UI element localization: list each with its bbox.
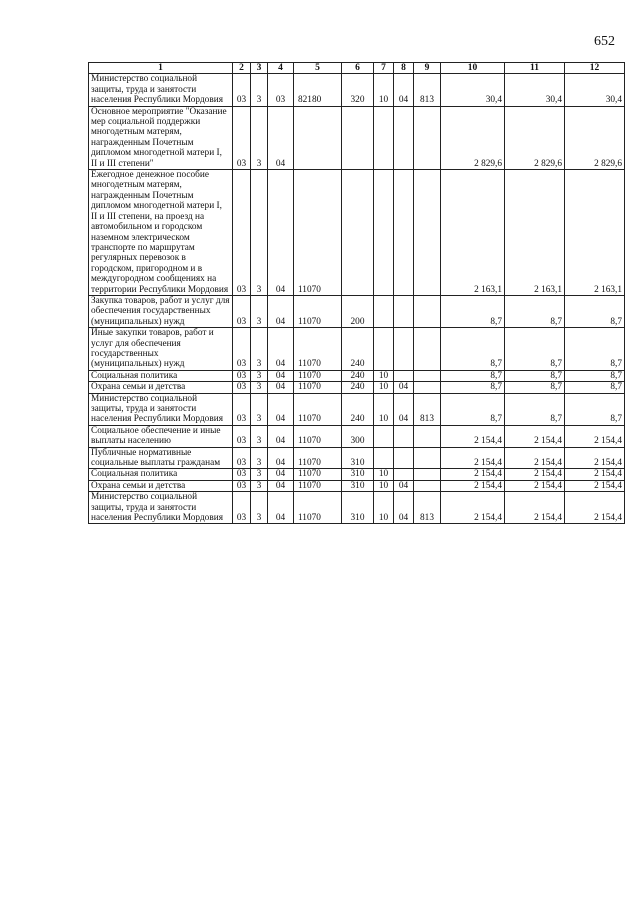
amount-cell: 8,7 bbox=[565, 295, 625, 327]
code-cell: 04 bbox=[394, 74, 414, 106]
code-cell: 04 bbox=[268, 170, 294, 296]
amount-cell: 2 163,1 bbox=[565, 170, 625, 296]
code-cell: 82180 bbox=[294, 74, 342, 106]
code-cell bbox=[414, 295, 441, 327]
header-row bbox=[89, 63, 625, 74]
code-cell: 813 bbox=[414, 492, 441, 524]
code-cell bbox=[374, 447, 394, 469]
column-header: 3 bbox=[251, 63, 268, 74]
code-cell bbox=[414, 480, 441, 491]
amount-cell: 8,7 bbox=[505, 382, 565, 393]
amount-cell: 2 154,4 bbox=[565, 480, 625, 491]
code-cell bbox=[414, 370, 441, 381]
table-row bbox=[89, 382, 625, 393]
table-row bbox=[89, 425, 625, 447]
code-cell bbox=[414, 447, 441, 469]
code-cell bbox=[374, 295, 394, 327]
code-cell: 04 bbox=[268, 382, 294, 393]
row-name: Закупка товаров, работ и услуг для обеспечения государственных (муниципальных) нужд bbox=[89, 295, 233, 327]
code-cell bbox=[294, 106, 342, 169]
code-cell: 03 bbox=[233, 106, 251, 169]
amount-cell: 30,4 bbox=[505, 74, 565, 106]
code-cell bbox=[342, 106, 374, 169]
table-row bbox=[89, 328, 625, 371]
column-header: 4 bbox=[268, 63, 294, 74]
column-header: 5 bbox=[294, 63, 342, 74]
page-number: 652 bbox=[594, 34, 615, 49]
table-row bbox=[89, 393, 625, 425]
code-cell bbox=[414, 106, 441, 169]
code-cell: 3 bbox=[251, 328, 268, 371]
code-cell: 03 bbox=[233, 469, 251, 480]
code-cell: 03 bbox=[233, 393, 251, 425]
code-cell bbox=[374, 425, 394, 447]
code-cell: 04 bbox=[268, 492, 294, 524]
code-cell: 10 bbox=[374, 469, 394, 480]
code-cell bbox=[394, 295, 414, 327]
code-cell: 813 bbox=[414, 393, 441, 425]
code-cell: 10 bbox=[374, 74, 394, 106]
code-cell: 03 bbox=[233, 328, 251, 371]
amount-cell: 8,7 bbox=[441, 370, 505, 381]
amount-cell: 2 154,4 bbox=[441, 492, 505, 524]
code-cell: 10 bbox=[374, 393, 394, 425]
amount-cell: 8,7 bbox=[505, 295, 565, 327]
code-cell: 03 bbox=[233, 492, 251, 524]
row-name: Охрана семьи и детства bbox=[89, 480, 233, 491]
code-cell: 10 bbox=[374, 480, 394, 491]
code-cell: 200 bbox=[342, 295, 374, 327]
amount-cell: 2 163,1 bbox=[505, 170, 565, 296]
amount-cell: 8,7 bbox=[565, 328, 625, 371]
table-row bbox=[89, 170, 625, 296]
table-row bbox=[89, 295, 625, 327]
amount-cell: 30,4 bbox=[441, 74, 505, 106]
amount-cell: 8,7 bbox=[441, 382, 505, 393]
amount-cell: 2 154,4 bbox=[505, 447, 565, 469]
row-name: Основное мероприятие "Оказание мер социальной поддержки многодетным матерям, награжденным Почетным дипломом многодетной матери I, II и III степени" bbox=[89, 106, 233, 169]
code-cell: 300 bbox=[342, 425, 374, 447]
column-header: 9 bbox=[414, 63, 441, 74]
code-cell: 04 bbox=[394, 492, 414, 524]
code-cell bbox=[374, 328, 394, 371]
code-cell bbox=[342, 170, 374, 296]
amount-cell: 8,7 bbox=[505, 393, 565, 425]
code-cell: 320 bbox=[342, 74, 374, 106]
code-cell bbox=[374, 170, 394, 296]
column-header: 6 bbox=[342, 63, 374, 74]
code-cell: 3 bbox=[251, 425, 268, 447]
code-cell bbox=[414, 170, 441, 296]
code-cell: 04 bbox=[268, 425, 294, 447]
code-cell: 3 bbox=[251, 74, 268, 106]
row-name: Социальная политика bbox=[89, 469, 233, 480]
column-header: 12 bbox=[565, 63, 625, 74]
code-cell bbox=[394, 170, 414, 296]
code-cell: 11070 bbox=[294, 393, 342, 425]
code-cell: 3 bbox=[251, 170, 268, 296]
code-cell: 3 bbox=[251, 469, 268, 480]
amount-cell: 2 154,4 bbox=[565, 469, 625, 480]
table-row bbox=[89, 492, 625, 524]
budget-table bbox=[88, 62, 625, 524]
code-cell: 10 bbox=[374, 370, 394, 381]
code-cell: 03 bbox=[233, 480, 251, 491]
code-cell: 240 bbox=[342, 328, 374, 371]
row-name: Ежегодное денежное пособие многодетным матерям, награжденным Почетным дипломом многодетной матери I, II и III степени, на проезд на автомобильном и городском наземном электрическом транспорте по маршрутам регулярных перевозок в городском, пригородном и в междугородном сообщениях на территории Республики Мордовия bbox=[89, 170, 233, 296]
code-cell bbox=[394, 425, 414, 447]
code-cell: 04 bbox=[268, 295, 294, 327]
code-cell: 11070 bbox=[294, 295, 342, 327]
table-row bbox=[89, 74, 625, 106]
code-cell: 04 bbox=[268, 393, 294, 425]
amount-cell: 8,7 bbox=[441, 328, 505, 371]
code-cell: 11070 bbox=[294, 469, 342, 480]
code-cell: 3 bbox=[251, 370, 268, 381]
amount-cell: 2 829,6 bbox=[565, 106, 625, 169]
amount-cell: 2 154,4 bbox=[441, 469, 505, 480]
code-cell: 04 bbox=[394, 480, 414, 491]
code-cell: 03 bbox=[268, 74, 294, 106]
amount-cell: 8,7 bbox=[441, 295, 505, 327]
table-row bbox=[89, 370, 625, 381]
amount-cell: 8,7 bbox=[565, 370, 625, 381]
code-cell bbox=[414, 469, 441, 480]
code-cell: 3 bbox=[251, 393, 268, 425]
amount-cell: 2 154,4 bbox=[565, 425, 625, 447]
code-cell bbox=[414, 328, 441, 371]
code-cell: 04 bbox=[394, 382, 414, 393]
amount-cell: 2 154,4 bbox=[441, 447, 505, 469]
code-cell: 3 bbox=[251, 106, 268, 169]
code-cell bbox=[394, 469, 414, 480]
amount-cell: 2 154,4 bbox=[505, 492, 565, 524]
code-cell: 11070 bbox=[294, 447, 342, 469]
code-cell: 03 bbox=[233, 74, 251, 106]
code-cell: 310 bbox=[342, 469, 374, 480]
code-cell: 10 bbox=[374, 492, 394, 524]
amount-cell: 8,7 bbox=[565, 382, 625, 393]
column-header: 10 bbox=[441, 63, 505, 74]
code-cell: 3 bbox=[251, 492, 268, 524]
column-header: 8 bbox=[394, 63, 414, 74]
code-cell: 310 bbox=[342, 480, 374, 491]
code-cell bbox=[414, 425, 441, 447]
amount-cell: 2 154,4 bbox=[441, 480, 505, 491]
amount-cell: 2 154,4 bbox=[441, 425, 505, 447]
table-row bbox=[89, 480, 625, 491]
code-cell: 04 bbox=[268, 328, 294, 371]
code-cell: 3 bbox=[251, 447, 268, 469]
code-cell: 04 bbox=[394, 393, 414, 425]
code-cell: 04 bbox=[268, 370, 294, 381]
column-header: 7 bbox=[374, 63, 394, 74]
code-cell: 11070 bbox=[294, 492, 342, 524]
amount-cell: 8,7 bbox=[565, 393, 625, 425]
code-cell: 11070 bbox=[294, 480, 342, 491]
code-cell: 310 bbox=[342, 447, 374, 469]
amount-cell: 2 829,6 bbox=[505, 106, 565, 169]
code-cell: 3 bbox=[251, 480, 268, 491]
code-cell: 11070 bbox=[294, 328, 342, 371]
code-cell: 240 bbox=[342, 393, 374, 425]
code-cell: 11070 bbox=[294, 425, 342, 447]
amount-cell: 8,7 bbox=[441, 393, 505, 425]
row-name: Социальная политика bbox=[89, 370, 233, 381]
code-cell: 11070 bbox=[294, 170, 342, 296]
code-cell bbox=[394, 370, 414, 381]
code-cell: 11070 bbox=[294, 370, 342, 381]
code-cell bbox=[394, 106, 414, 169]
code-cell: 240 bbox=[342, 370, 374, 381]
code-cell: 240 bbox=[342, 382, 374, 393]
amount-cell: 8,7 bbox=[505, 370, 565, 381]
code-cell: 03 bbox=[233, 425, 251, 447]
table-row bbox=[89, 469, 625, 480]
column-header: 1 bbox=[89, 63, 233, 74]
amount-cell: 2 154,4 bbox=[505, 469, 565, 480]
code-cell: 813 bbox=[414, 74, 441, 106]
amount-cell: 2 829,6 bbox=[441, 106, 505, 169]
row-name: Социальное обеспечение и иные выплаты населению bbox=[89, 425, 233, 447]
column-header: 2 bbox=[233, 63, 251, 74]
code-cell bbox=[374, 106, 394, 169]
row-name: Министерство социальной защиты, труда и занятости населения Республики Мордовия bbox=[89, 393, 233, 425]
code-cell: 04 bbox=[268, 447, 294, 469]
table-row bbox=[89, 106, 625, 169]
code-cell: 10 bbox=[374, 382, 394, 393]
code-cell: 04 bbox=[268, 480, 294, 491]
code-cell: 04 bbox=[268, 106, 294, 169]
code-cell bbox=[414, 382, 441, 393]
code-cell: 04 bbox=[268, 469, 294, 480]
code-cell: 03 bbox=[233, 370, 251, 381]
code-cell: 310 bbox=[342, 492, 374, 524]
table-row bbox=[89, 447, 625, 469]
row-name: Охрана семьи и детства bbox=[89, 382, 233, 393]
code-cell: 03 bbox=[233, 382, 251, 393]
code-cell: 11070 bbox=[294, 382, 342, 393]
amount-cell: 2 154,4 bbox=[505, 480, 565, 491]
code-cell: 03 bbox=[233, 447, 251, 469]
code-cell bbox=[394, 447, 414, 469]
code-cell bbox=[394, 328, 414, 371]
column-header: 11 bbox=[505, 63, 565, 74]
code-cell: 03 bbox=[233, 170, 251, 296]
code-cell: 03 bbox=[233, 295, 251, 327]
amount-cell: 30,4 bbox=[565, 74, 625, 106]
amount-cell: 2 154,4 bbox=[505, 425, 565, 447]
code-cell: 3 bbox=[251, 382, 268, 393]
row-name: Министерство социальной защиты, труда и занятости населения Республики Мордовия bbox=[89, 74, 233, 106]
amount-cell: 8,7 bbox=[505, 328, 565, 371]
row-name: Публичные нормативные социальные выплаты гражданам bbox=[89, 447, 233, 469]
row-name: Иные закупки товаров, работ и услуг для обеспечения государственных (муниципальных) нужд bbox=[89, 328, 233, 371]
amount-cell: 2 163,1 bbox=[441, 170, 505, 296]
row-name: Министерство социальной защиты, труда и занятости населения Республики Мордовия bbox=[89, 492, 233, 524]
amount-cell: 2 154,4 bbox=[565, 492, 625, 524]
code-cell: 3 bbox=[251, 295, 268, 327]
amount-cell: 2 154,4 bbox=[565, 447, 625, 469]
